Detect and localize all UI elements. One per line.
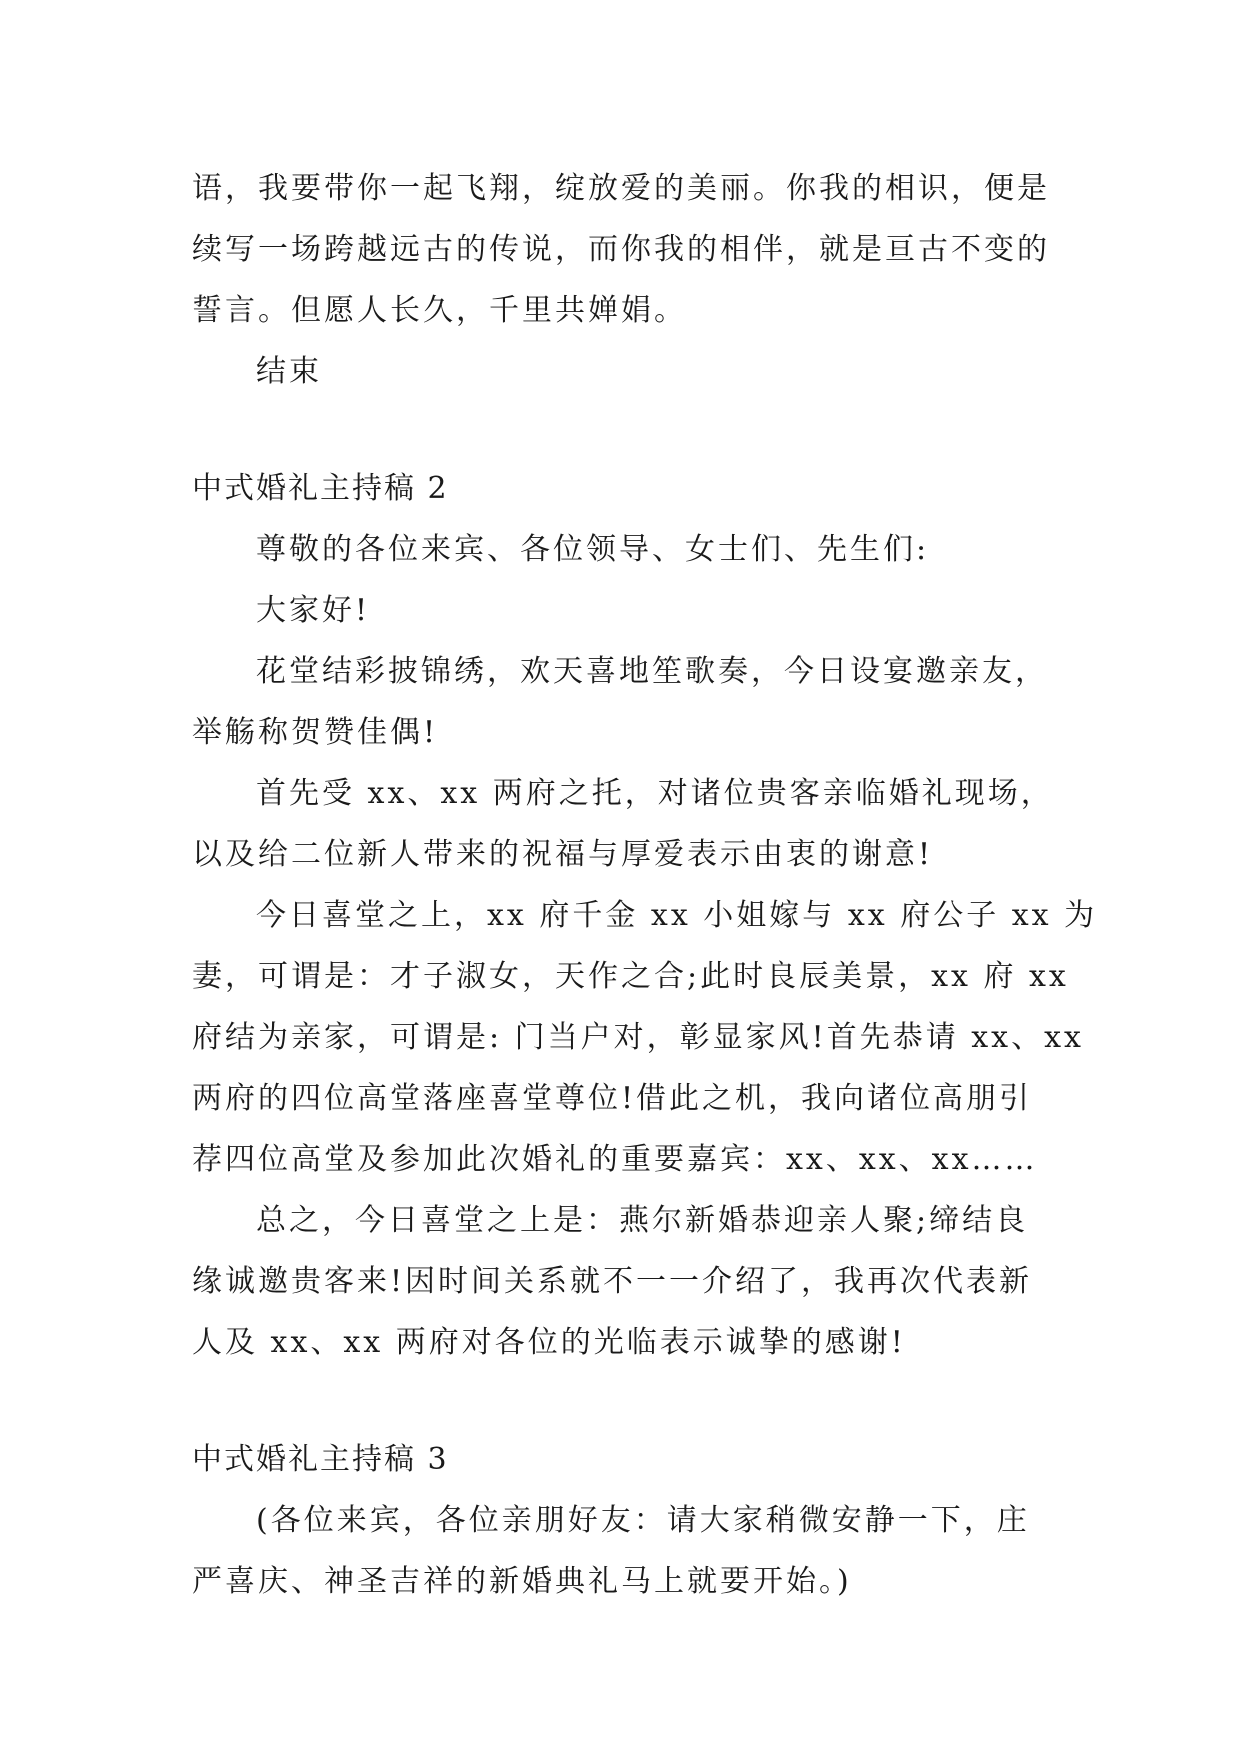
paragraph-line: 今日喜堂之上，xx 府千金 xx 小姐嫁与 xx 府公子 xx 为 bbox=[256, 898, 1098, 933]
paragraph-line: 妻，可谓是：才子淑女，天作之合;此时良辰美景，xx 府 xx bbox=[192, 959, 1069, 994]
paragraph-3 bbox=[192, 885, 1098, 1190]
paragraph-line: 花堂结彩披锦绣，欢天喜地笙歌奏，今日设宴邀亲友， bbox=[256, 654, 1048, 689]
paragraph-line: 续写一场跨越远古的传说，而你我的相伴，就是亘古不变的 bbox=[192, 232, 1050, 267]
paragraph-line: (各位来宾，各位亲朋好友：请大家稍微安静一下，庄 bbox=[256, 1503, 1030, 1538]
paragraph-line: 以及给二位新人带来的祝福与厚爱表示由衷的谢意! bbox=[192, 837, 934, 872]
section-3 bbox=[192, 1429, 1072, 1612]
section-2 bbox=[192, 458, 1098, 1373]
paragraph-line: 严喜庆、神圣吉祥的新婚典礼马上就要开始。) bbox=[192, 1564, 852, 1599]
section-title: 中式婚礼主持稿 2 bbox=[192, 471, 449, 506]
greeting-line: 尊敬的各位来宾、各位领导、女士们、先生们: bbox=[256, 532, 930, 567]
paragraph-line: 府结为亲家，可谓是: 门当户对，彰显家风!首先恭请 xx、xx bbox=[192, 1020, 1084, 1055]
section-title: 中式婚礼主持稿 3 bbox=[192, 1442, 449, 1477]
paragraph-4 bbox=[192, 1190, 1072, 1373]
document-body bbox=[192, 158, 1098, 1612]
paragraph-line: 首先受 xx、xx 两府之托，对诸位贵客亲临婚礼现场， bbox=[256, 776, 1054, 811]
paragraph-2 bbox=[192, 763, 1072, 885]
paragraph-line: 荐四位高堂及参加此次婚礼的重要嘉宾：xx、xx、xx…… bbox=[192, 1142, 1038, 1177]
paragraph-line: 誓言。但愿人长久，千里共婵娟。 bbox=[192, 293, 687, 328]
paragraph-line: 举觞称贺赞佳偶! bbox=[192, 715, 439, 750]
paragraph-line: 两府的四位高堂落座喜堂尊位!借此之机，我向诸位高朋引 bbox=[192, 1081, 1033, 1116]
paragraph-line: 人及 xx、xx 两府对各位的光临表示诚挚的感谢! bbox=[192, 1325, 906, 1360]
paragraph-line: 语，我要带你一起飞翔，绽放爱的美丽。你我的相识，便是 bbox=[192, 171, 1050, 206]
paragraph-1 bbox=[192, 1490, 1072, 1612]
intro-paragraph bbox=[192, 158, 1072, 341]
paragraph-line: 总之，今日喜堂之上是：燕尔新婚恭迎亲人聚;缔结良 bbox=[256, 1203, 1029, 1238]
end-label: 结束 bbox=[256, 354, 322, 389]
paragraph-line: 缘诚邀贵客来!因时间关系就不一一介绍了，我再次代表新 bbox=[192, 1264, 1033, 1299]
paragraph-1 bbox=[192, 641, 1072, 763]
hello-line: 大家好! bbox=[256, 593, 371, 628]
